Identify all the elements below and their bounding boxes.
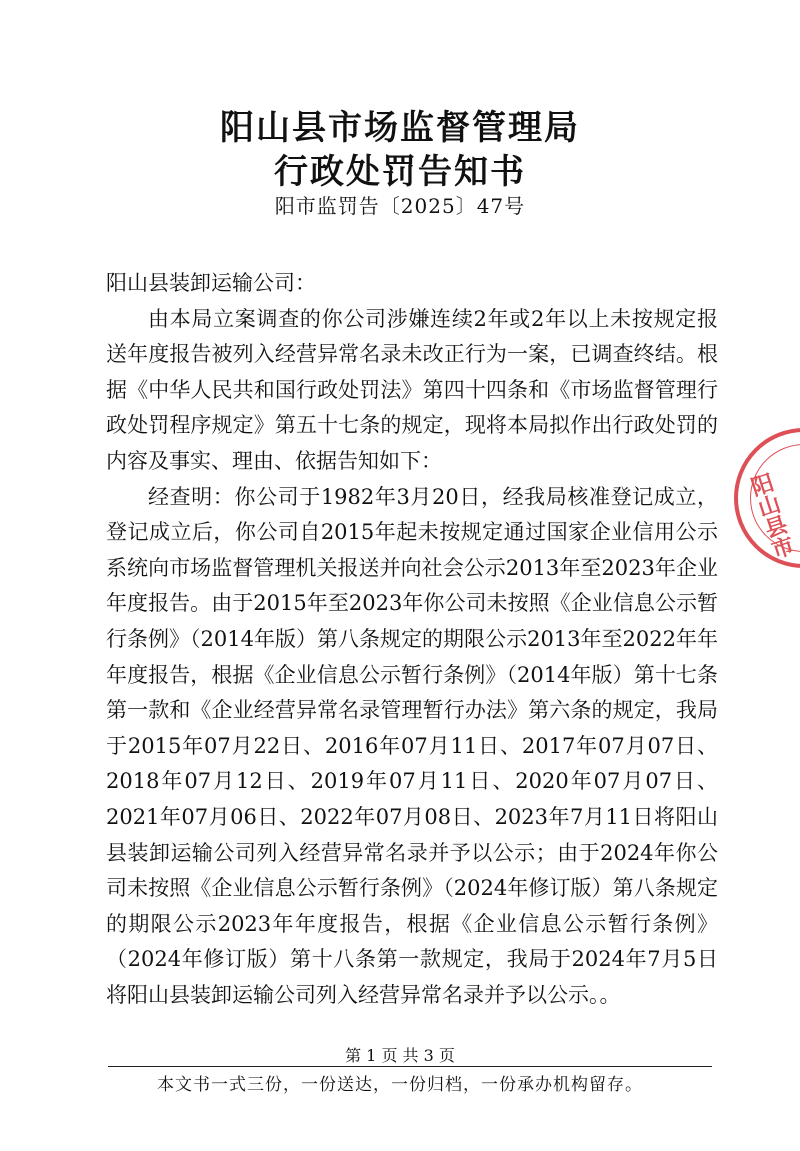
document-title: 行政处罚告知书 (274, 152, 526, 192)
seal-text: 阳山县市 (745, 470, 797, 563)
agency-title: 阳山县市场监督管理局 (220, 108, 580, 148)
official-seal-icon (734, 428, 800, 568)
recipient-line: 阳山县装卸运输公司： (106, 271, 316, 295)
page-indicator: 第 1 页 共 3 页 (345, 1046, 455, 1065)
paragraph-findings: 经查明：你公司于1982年3月20日，经我局核准登记成立，登记成立后，你公司自2015年起未按规定通过国家企业信用公示系统向市场监督管理机关报送并向社会公示2013年至2023年企业年度报告。由于2015年至2023年你公司未按照《企业信息公示暂行条例》（2014年版）第八条规定的期限公示2013年至2022年年年度报告，根据《企业信息公示暂行条例》（2014年版）第十七条第一款和《企业经营异常名录管理暂行办法》第六条的规定，我局于2015年07月22日、2016年07月11日、2017年07月07日、2018年07月12日、2019年07月11日、2020年07月07日、2021年07月06日、2022年07月08日、2023年7月11日将阳山县装卸运输公司列入经营异常名录并予以公示；由于2024年你公司未按照《企业信息公示暂行条例》（2024年修订版）第八条规定的期限公示2023年年度报告，根据《企业信息公示暂行条例》（2024年修订版）第十八条第一款规定，我局于2024年7月5日将阳山县装卸运输公司列入经营异常名录并予以公示。。 (106, 484, 718, 1007)
document-number: 阳市监罚告〔2025〕47号 (274, 194, 526, 218)
footer-divider (108, 1066, 712, 1067)
distribution-note: 本文书一式三份，一份送达，一份归档，一份承办机构留存。 (157, 1075, 643, 1095)
paragraph-intro: 由本局立案调查的你公司涉嫌连续2年或2年以上未按规定报送年度报告被列入经营异常名录未改正行为一案，已调查终结。根据《中华人民共和国行政处罚法》第四十四条和《市场监督管理行政处罚程序规定》第五十七条的规定，现将本局拟作出行政处罚的内容及事实、理由、依据告知如下： (106, 306, 718, 473)
document-body (106, 266, 718, 1013)
